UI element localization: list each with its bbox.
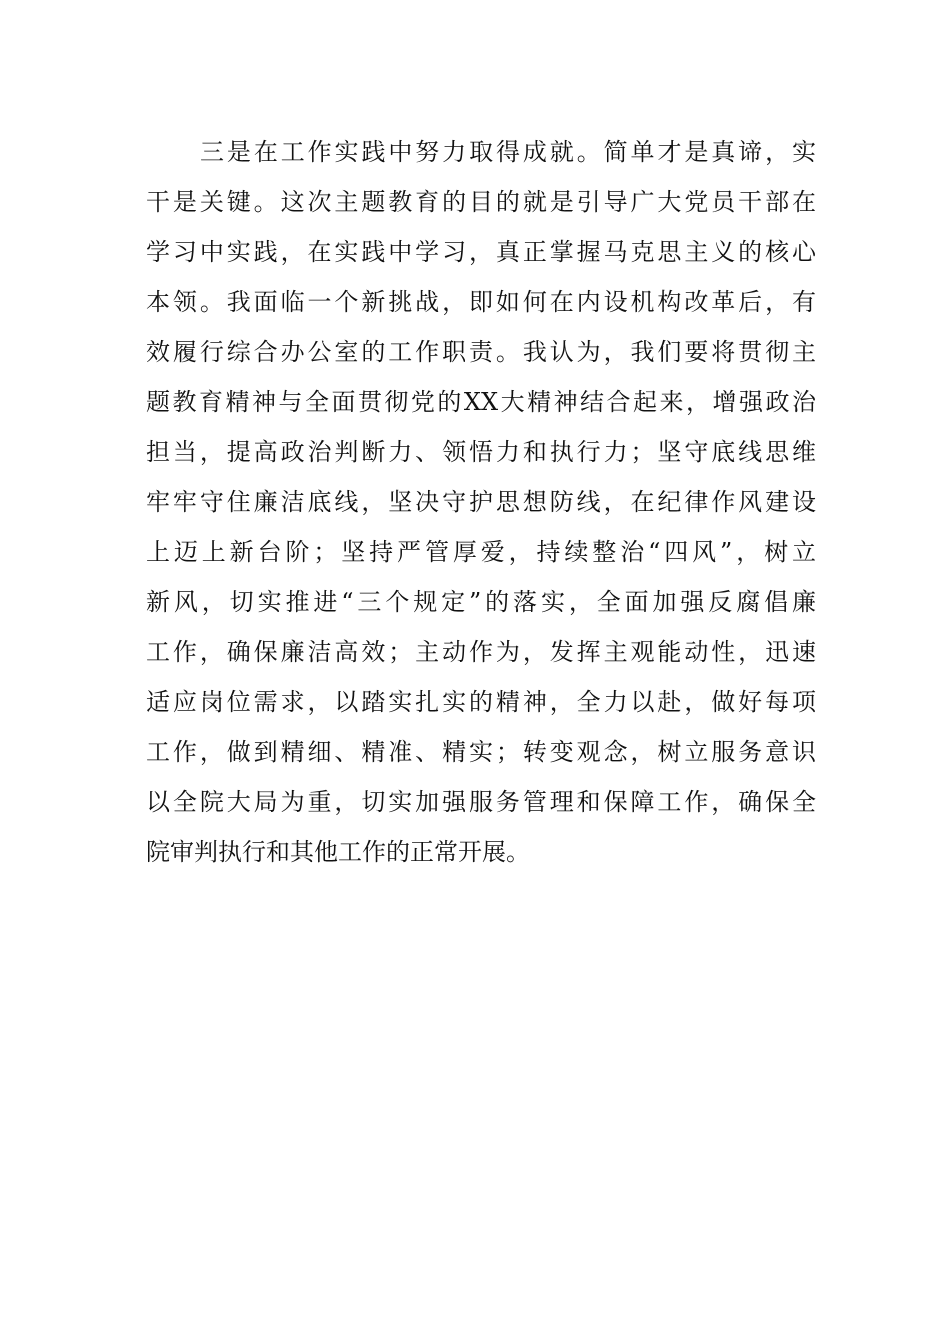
paragraph-line: 院审判执行和其他工作的正常开展。 [146,838,530,866]
paragraph-line: 适应岗位需求，以踏实扎实的精神，全力以赴，做好每项 [146,688,816,716]
paragraph-line: 工作，确保廉洁高效；主动作为，发挥主观能动性，迅速 [146,638,816,666]
paragraph-line: 牢牢守住廉洁底线，坚决守护思想防线，在纪律作风建设 [146,488,816,516]
paragraph-line: 学习中实践，在实践中学习，真正掌握马克思主义的核心 [146,238,816,266]
paragraph-line: 干是关键。这次主题教育的目的就是引导广大党员干部在 [146,188,816,216]
paragraph-line: 上迈上新台阶；坚持严管厚爱，持续整治“四风”，树立 [146,538,816,566]
paragraph-line: 新风，切实推进“三个规定”的落实，全面加强反腐倡廉 [146,588,816,616]
paragraph-line: 效履行综合办公室的工作职责。我认为，我们要将贯彻主 [146,338,816,366]
paragraph-line: 工作，做到精细、精准、精实；转变观念，树立服务意识 [146,738,816,766]
paragraph-line: 本领。我面临一个新挑战，即如何在内设机构改革后，有 [146,288,816,316]
paragraph-line: 三是在工作实践中努力取得成就。简单才是真谛，实 [200,138,816,166]
paragraph-line: 担当，提高政治判断力、领悟力和执行力；坚守底线思维 [146,438,816,466]
paragraph-line: 题教育精神与全面贯彻党的XX大精神结合起来，增强政治 [146,388,816,416]
body-paragraph [146,127,816,877]
paragraph-line: 以全院大局为重，切实加强服务管理和保障工作，确保全 [146,788,816,816]
